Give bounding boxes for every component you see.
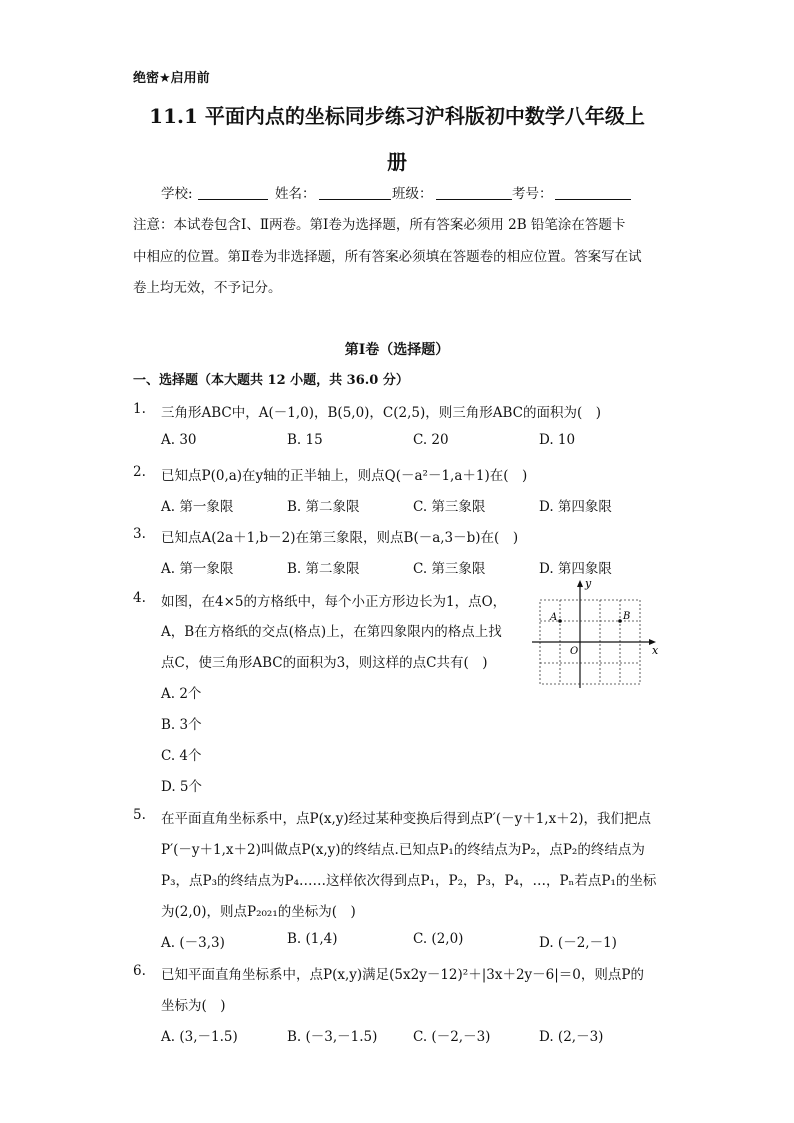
question-text: 如图，在4×5的方格纸中，每个小正方形边长为1，点O， (161, 594, 507, 610)
question-number: 1. (133, 401, 146, 417)
exam-no-label: 考号： (512, 186, 553, 202)
class-label: 班级： (392, 186, 433, 202)
y-axis-arrow-icon (577, 580, 583, 587)
option-b[interactable]: B. 15 (287, 432, 323, 448)
notice-line: 中相应的位置。第Ⅱ卷为非选择题，所有答案必须填在答题卷的相应位置。答案写在试 (133, 249, 642, 265)
secret-label: 绝密★启用前 (133, 71, 210, 86)
option-a[interactable]: A. 第一象限 (161, 561, 234, 577)
option-a[interactable]: A. 2个 (161, 686, 202, 702)
option-b[interactable]: B. 3个 (161, 717, 202, 733)
point-b-label: B (623, 611, 631, 622)
option-a[interactable]: A. (3,－1.5) (161, 1029, 238, 1045)
grid-figure (528, 578, 662, 690)
name-blank[interactable] (319, 199, 391, 200)
question-number: 6. (133, 963, 146, 979)
school-label: 学校: (161, 186, 193, 202)
option-b[interactable]: B. 第二象限 (287, 561, 360, 577)
option-a[interactable]: A. 30 (161, 432, 197, 448)
question-text: P′(－y＋1,x＋2)叫做点P(x,y)的终结点.已知点P₁的终结点为P₂，点P₂的终结点为 (161, 842, 645, 858)
point-b (618, 619, 622, 623)
point-a-label: A (550, 612, 558, 623)
name-label: 姓名： (275, 186, 316, 202)
page-title-line1: 11.1 平面内点的坐标同步练习沪科版初中数学八年级上 (149, 104, 645, 128)
option-c[interactable]: C. (－2,－3) (413, 1029, 491, 1045)
question-text: P₃，点P₃的终结点为P₄……这样依次得到点P₁，P₂，P₃，P₄，…，Pₙ若点P₁的坐标 (161, 873, 657, 889)
question-text: 坐标为( ) (161, 998, 226, 1014)
question-text: 为(2,0)，则点P₂₀₂₁的坐标为( ) (161, 904, 356, 920)
option-d[interactable]: D. (2,－3) (539, 1029, 604, 1045)
origin-label: O (570, 646, 579, 657)
option-b[interactable]: B. 第二象限 (287, 499, 360, 515)
question-number: 5. (133, 807, 146, 823)
question-text: 三角形ABC中，A(－1,0)，B(5,0)，C(2,5)，则三角形ABC的面积为( ) (161, 405, 602, 421)
question-text: 已知点A(2a＋1,b－2)在第三象限，则点B(－a,3－b)在( ) (161, 530, 519, 546)
option-a[interactable]: A. (－3,3) (161, 935, 225, 951)
question-number: 2. (133, 464, 146, 480)
option-b[interactable]: B. (1,4) (287, 931, 338, 947)
option-d[interactable]: D. (－2,－1) (539, 935, 617, 951)
option-d[interactable]: D. 第四象限 (539, 499, 612, 515)
question-text: 已知平面直角坐标系中，点P(x,y)满足(5x2y－12)²＋|3x＋2y－6|＝0，则点P的 (161, 967, 644, 983)
notice-line: 卷上均无效，不予记分。 (133, 280, 282, 296)
option-c[interactable]: C. 4个 (161, 748, 202, 764)
point-a (558, 619, 562, 623)
option-d[interactable]: D. 10 (539, 432, 576, 448)
y-axis-label: y (585, 578, 592, 590)
option-b[interactable]: B. (－3,－1.5) (287, 1029, 378, 1045)
question-text: 已知点P(0,a)在y轴的正半轴上，则点Q(－a²－1,a＋1)在( ) (161, 468, 528, 484)
x-axis-label: x (652, 644, 659, 657)
section-title: 第Ⅰ卷（选择题） (344, 342, 450, 358)
question-text: A，B在方格纸的交点(格点)上，在第四象限内的格点上找 (161, 624, 502, 640)
option-d[interactable]: D. 5个 (161, 779, 203, 795)
question-text: 点C，使三角形ABC的面积为3，则这样的点C共有( ) (161, 655, 488, 671)
notice-line: 注意：本试卷包含Ⅰ、Ⅱ两卷。第Ⅰ卷为选择题，所有答案必须用 2B 铅笔涂在答题卡 (133, 217, 626, 233)
page-title-line2: 册 (387, 150, 407, 174)
school-blank[interactable] (198, 199, 268, 200)
option-c[interactable]: C. 第三象限 (413, 561, 486, 577)
option-a[interactable]: A. 第一象限 (161, 499, 234, 515)
question-text: 在平面直角坐标系中，点P(x,y)经过某种变换后得到点P′(－y＋1,x＋2)，我们把点 (161, 811, 652, 827)
option-c[interactable]: C. 20 (413, 432, 449, 448)
question-number: 4. (133, 590, 146, 606)
part-title: 一、选择题（本大题共 12 小题，共 36.0 分） (133, 373, 409, 388)
question-number: 3. (133, 526, 146, 542)
exam-no-blank[interactable] (555, 199, 631, 200)
option-d[interactable]: D. 第四象限 (539, 561, 612, 577)
option-c[interactable]: C. (2,0) (413, 931, 464, 947)
option-c[interactable]: C. 第三象限 (413, 499, 486, 515)
class-blank[interactable] (436, 199, 512, 200)
